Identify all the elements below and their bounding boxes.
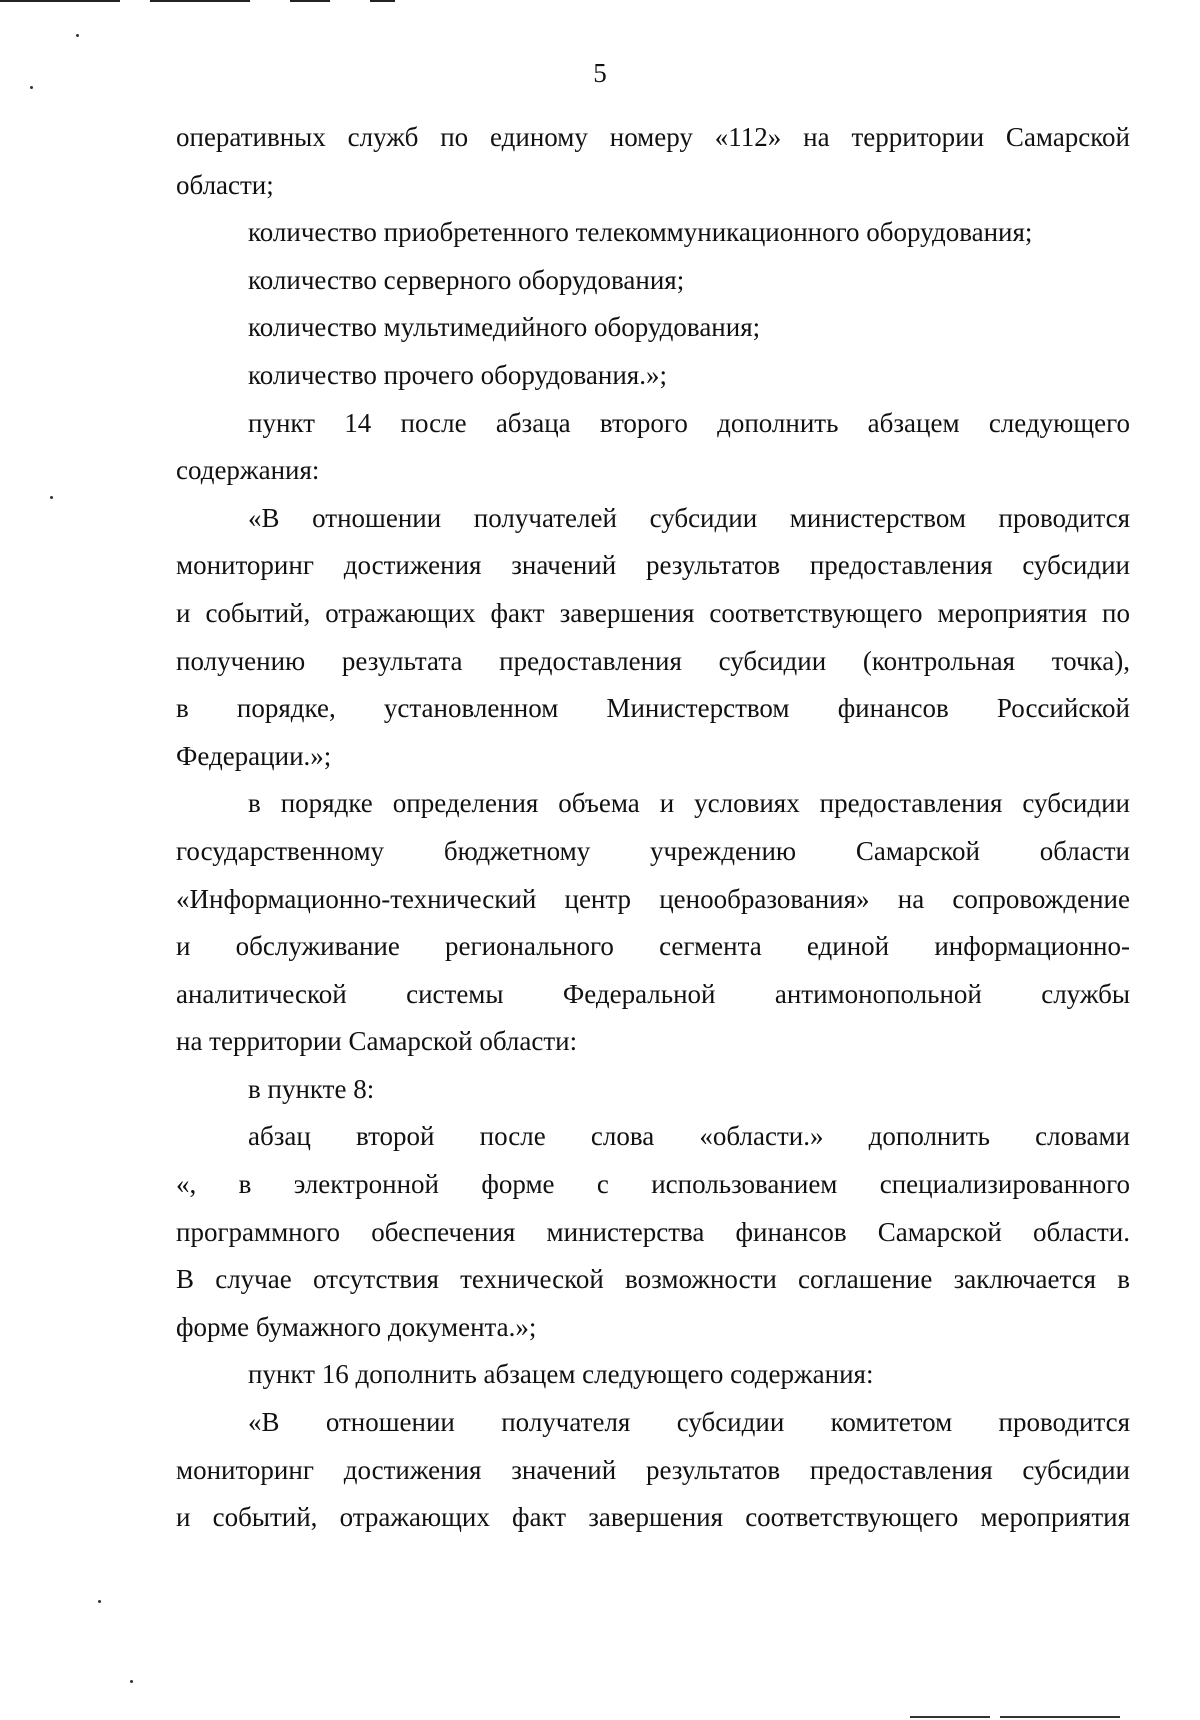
- paragraph: [176, 495, 1130, 781]
- paragraph: [176, 352, 1130, 400]
- paragraph: [176, 209, 1130, 257]
- text-line: и событий, отражающих факт завершения соответствующего мероприятия по: [176, 597, 1130, 628]
- scan-edge-mark: [370, 0, 395, 2]
- text-line: «Информационно-технический центр ценообразования» на сопровождение: [176, 883, 1130, 914]
- text-line: абзац второй после слова «области.» дополнить словами: [248, 1121, 1130, 1152]
- paragraph: [176, 400, 1130, 495]
- text-line: «, в электронной форме с использованием специализированного: [176, 1169, 1130, 1200]
- scan-speck: [98, 1600, 101, 1603]
- text-line: количество серверного оборудования;: [248, 264, 685, 295]
- scan-edge-mark: [0, 0, 120, 2]
- document-body: [176, 114, 1130, 1542]
- text-line: и обслуживание регионального сегмента единой информационно-: [176, 931, 1130, 962]
- text-line: «В отношении получателей субсидии министерством проводится: [248, 502, 1130, 533]
- text-line: Федерации.»;: [176, 740, 332, 771]
- paragraph: [176, 257, 1130, 305]
- scan-edge-mark: [910, 1716, 990, 1718]
- text-line: мониторинг достижения значений результатов предоставления субсидии: [176, 1454, 1130, 1485]
- text-line: области;: [176, 169, 274, 200]
- scan-edge-mark: [1000, 1716, 1120, 1718]
- scan-edge-mark: [290, 0, 330, 2]
- page-number: 5: [593, 58, 607, 88]
- text-line: количество прочего оборудования.»;: [248, 359, 667, 390]
- text-line: содержания:: [176, 455, 320, 486]
- paragraph: [176, 114, 1130, 209]
- text-line: получению результата предоставления субсидии (контрольная точка),: [176, 645, 1130, 676]
- text-line: количество мультимедийного оборудования;: [248, 312, 761, 343]
- paragraph: [176, 780, 1130, 1066]
- text-line: и событий, отражающих факт завершения соответствующего мероприятия: [176, 1502, 1130, 1533]
- paragraph: [176, 304, 1130, 352]
- text-line: форме бумажного документа.»;: [176, 1311, 537, 1342]
- text-line: программного обеспечения министерства финансов Самарской области.: [176, 1216, 1130, 1247]
- text-line: «В отношении получателя субсидии комитетом проводится: [248, 1407, 1130, 1438]
- scan-speck: [76, 34, 79, 37]
- text-line: аналитической системы Федеральной антимонопольной службы: [176, 978, 1130, 1009]
- text-line: оперативных служб по единому номеру «112» на территории Самарской: [176, 122, 1130, 152]
- scan-edge-mark: [150, 0, 250, 2]
- text-line: пункт 16 дополнить абзацем следующего содержания:: [248, 1359, 874, 1390]
- scan-speck: [130, 1680, 133, 1683]
- text-line: пункт 14 после абзаца второго дополнить абзацем следующего: [248, 407, 1130, 438]
- text-line: количество приобретенного телекоммуникационного оборудования;: [248, 217, 1033, 248]
- text-line: в порядке определения объема и условиях предоставления субсидии: [248, 788, 1130, 819]
- text-line: государственному бюджетному учреждению Самарской области: [176, 835, 1130, 866]
- text-line: в порядке, установленном Министерством финансов Российской: [176, 693, 1130, 724]
- scan-speck: [50, 496, 53, 499]
- text-line: В случае отсутствия технической возможности соглашение заключается в: [176, 1264, 1130, 1295]
- text-line: на территории Самарской области:: [176, 1026, 578, 1057]
- paragraph: [176, 1066, 1130, 1114]
- paragraph: [176, 1399, 1130, 1542]
- paragraph: [176, 1351, 1130, 1399]
- text-line: в пункте 8:: [248, 1073, 375, 1104]
- text-line: мониторинг достижения значений результатов предоставления субсидии: [176, 550, 1130, 581]
- paragraph: [176, 1113, 1130, 1351]
